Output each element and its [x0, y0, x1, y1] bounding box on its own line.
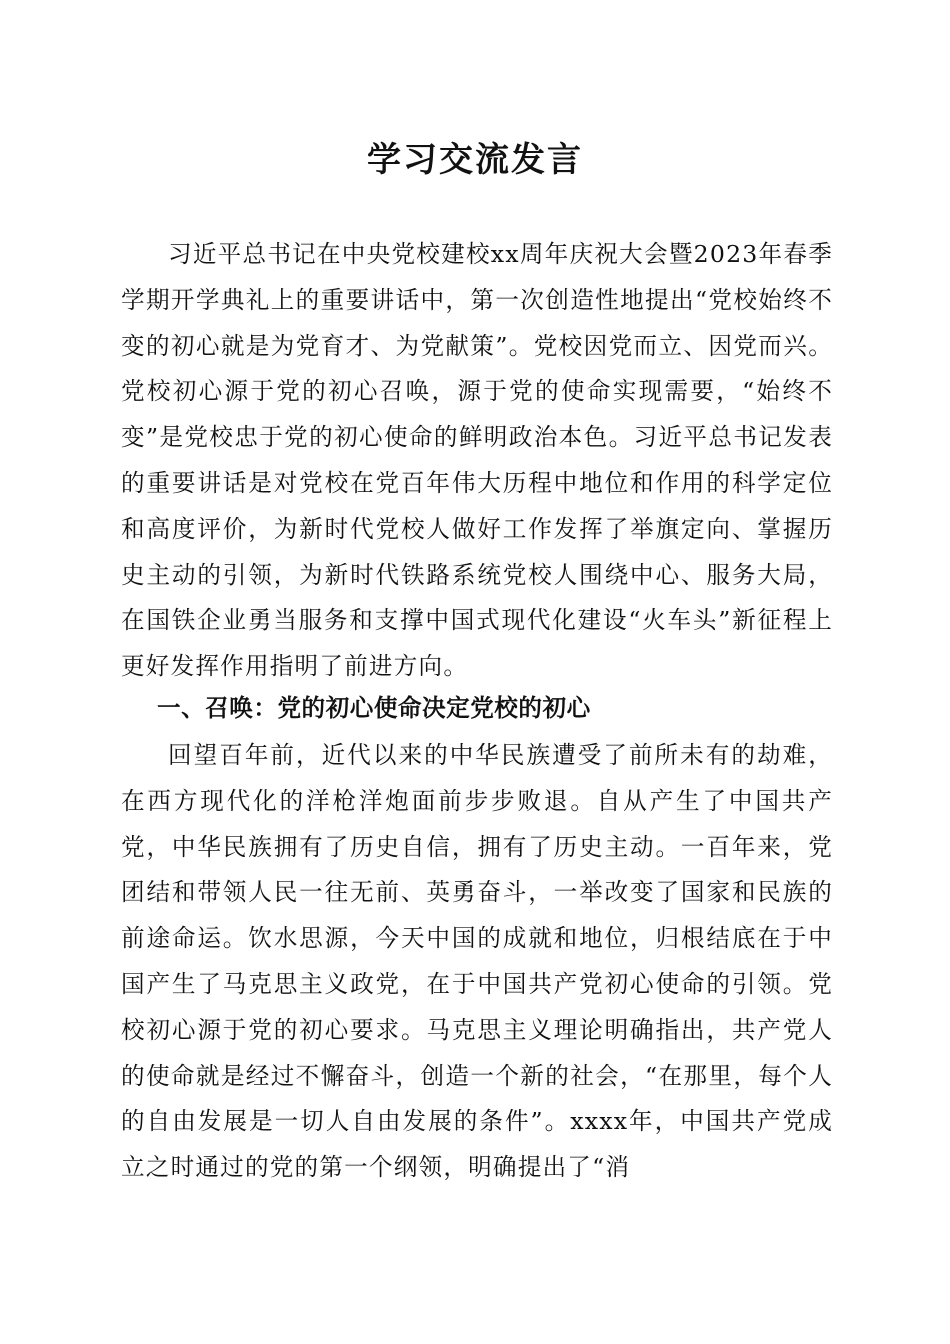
intro-paragraph: 习近平总书记在中央党校建校xx周年庆祝大会暨2023年春季学期开学典礼上的重要讲话中，第一次创造性地提出“党校始终不变的初心就是为党育才、为党献策”。党校因党而立、因党而兴。党校初心源于党的初心召唤，源于党的使命实现需要，“始终不变”是党校忠于党的初心使命的鲜明政治本色。习近平总书记发表的重要讲话是对党校在党百年伟大历程中地位和作用的科学定位和高度评价，为新时代党校人做好工作发挥了举旗定向、掌握历史主动的引领，为新时代铁路系统党校人围绕中心、服务大局，在国铁企业勇当服务和支撑中国式现代化建设“火车头”新征程上更好发挥作用指明了前进方向。 [121, 240, 833, 681]
section-paragraph: 回望百年前，近代以来的中华民族遭受了前所未有的劫难，在西方现代化的洋枪洋炮面前步步败退。自从产生了中国共产党，中华民族拥有了历史自信，拥有了历史主动。一百年来，党团结和带领人民一往无前、英勇奋斗，一举改变了国家和民族的前途命运。饮水思源，今天中国的成就和地位，归根结底在于中国产生了马克思主义政党，在于中国共产党初心使命的引领。党校初心源于党的初心要求。马克思主义理论明确指出，共产党人的使命就是经过不懈奋斗，创造一个新的社会，“在那里，每个人的自由发展是一切人自由发展的条件”。xxxx年，中国共产党成立之时通过的党的第一个纲领，明确提出了“消 [121, 741, 833, 1182]
section-heading: 一、召唤：党的初心使命决定党校的初心 [157, 694, 591, 722]
document-title: 学习交流发言 [367, 140, 583, 180]
